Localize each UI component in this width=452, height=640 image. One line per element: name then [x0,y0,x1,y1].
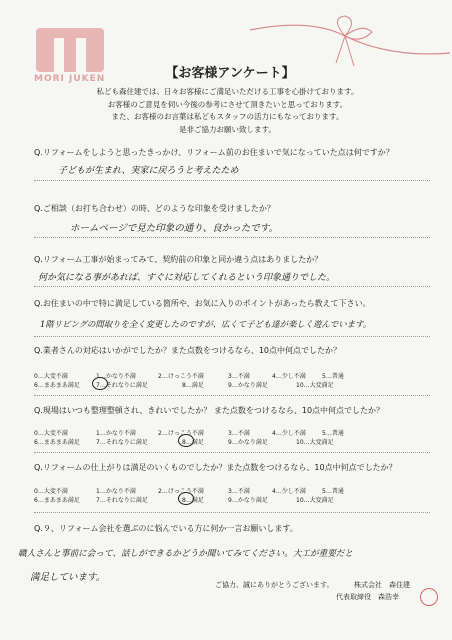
selected-score-circle [178,434,194,447]
selected-score-circle [92,377,108,390]
company-logo [30,28,110,88]
rating-question-3: Q.リフォームの仕上がりは満足のいくものでしたか？また点数をつけるなら、10点中何点でしたか？ [34,463,397,472]
answer-4: 1階リビングの間取りを全く変更したのですが、広くて子ども達が楽しく遊んでいます。 [40,319,372,329]
scale-option: 0…大変不満 [34,488,68,495]
rating-scale-2 [34,428,364,446]
scale-option: 9…かなり満足 [228,382,268,389]
rating-question-1: Q.業者さんの対応はいかがでしたか？また点数をつけるなら、10点中何点でしたか？ [34,346,342,355]
rating-question-2: Q.現場はいつも整理整頓され、きれいでしたか？ また点数をつけるなら、10点中何点でしたか？ [34,406,385,415]
scale-option: 10…大変満足 [296,439,334,446]
scale-option: 7…それなりに満足 [96,439,148,446]
scale-option: 8…満足 [182,497,204,504]
scale-option: 2…けっこう不満 [158,488,204,495]
scale-option: 6…まあまあ満足 [34,382,80,389]
question-3: Q.リフォーム工事が始まってみて、契約前の印象と同か違う点はありましたか？ [34,255,323,264]
company-name: 株式会社 森住建 [354,581,410,589]
question-9: Q.９、リフォーム会社を選ぶのに悩んでいる方に何か一言お願いします。 [34,524,298,533]
divider [34,237,430,238]
scale-option: 9…かなり満足 [228,497,268,504]
scale-option: 1…かなり不満 [96,373,136,380]
scale-option: 1…かなり不満 [96,488,136,495]
scale-option: 9…かなり満足 [228,439,268,446]
scale-option: 4…少し不満 [272,373,306,380]
scale-option: 8…満足 [182,439,204,446]
scale-option: 4…少し不満 [272,430,306,437]
intro-line: 是非ご協力お願い致します。 [179,124,276,134]
intro-line: また、お客様のお言葉は私どもスタッフの活力にもなっております。 [111,112,344,121]
answer-3: 何か気になる事があれば、すぐに対応してくれるという印象通りでした。 [38,273,336,283]
divider [34,512,430,513]
divider [34,286,430,287]
rating-scale-1 [34,371,364,389]
answer-9-line1: 職人さんと事前に会って、話しができるかどうか聞いてみてください。大工が重要だと [18,549,353,559]
intro-text [55,86,400,136]
scale-option: 3…不満 [228,430,250,437]
scale-option: 4…少し不満 [272,488,306,495]
divider [34,452,430,453]
scale-option: 0…大変不満 [34,430,68,437]
scale-option: 8…満足 [182,382,204,389]
divider [34,336,430,337]
answer-9-line2: 満足しています。 [30,572,106,583]
rating-scale-3 [34,486,364,504]
representative: 代表取締役 森浩幸 [336,593,399,601]
scale-option: 5…普通 [322,430,344,437]
scale-option: 3…不満 [228,488,250,495]
divider [34,180,430,181]
scale-option: 5…普通 [322,373,344,380]
scale-option: 10…大変満足 [296,497,334,504]
scale-option: 5…普通 [322,488,344,495]
scale-option: 7…それなりに満足 [96,497,148,504]
seal-stamp [420,588,438,606]
answer-1: 子どもが生まれ、実家に戻ろうと考えたため [58,166,239,176]
scale-option: 7…それなりに満足 [96,382,148,389]
question-2: Q.ご相談（お打ち合わせ）の時、どのような印象を受けましたか？ [34,204,275,213]
page-title: 【お客様アンケート】 [165,66,295,81]
scale-option: 0…大変不満 [34,373,68,380]
scale-option: 2…けっこう不満 [158,373,204,380]
question-4: Q.お住まいの中で特に満足している箇所や、お気に入りのポイントがあったら教えて下さい。 [34,299,371,308]
intro-line: 私ども森住建では、日々お客様にご満足いただける工事を心掛けております。 [96,87,359,96]
scale-option: 10…大変満足 [296,382,334,389]
intro-line: お客様のご意見を伺い今後の参考にさせて頂きたいと思っております。 [107,99,348,109]
question-1: Q.リフォームをしようと思ったきっかけ、リフォーム前のお住まいで気になっていた点は何ですか？ [34,148,394,157]
selected-score-circle [178,492,194,505]
scale-option: 3…不満 [228,373,250,380]
logo-text: MORI JUKEN [34,74,106,84]
scale-option: 1…かなり不満 [96,430,136,437]
scale-option: 6…まあまあ満足 [34,497,80,504]
logo-mark [36,28,104,72]
scale-option: 2…けっこう不満 [158,430,204,437]
thanks-text: ご協力、誠にありがとうございます。 [215,581,334,589]
scale-option: 6…まあまあ満足 [34,439,80,446]
answer-2: ホームページで見た印象の通り、良かったです。 [70,223,279,234]
divider [34,395,430,396]
